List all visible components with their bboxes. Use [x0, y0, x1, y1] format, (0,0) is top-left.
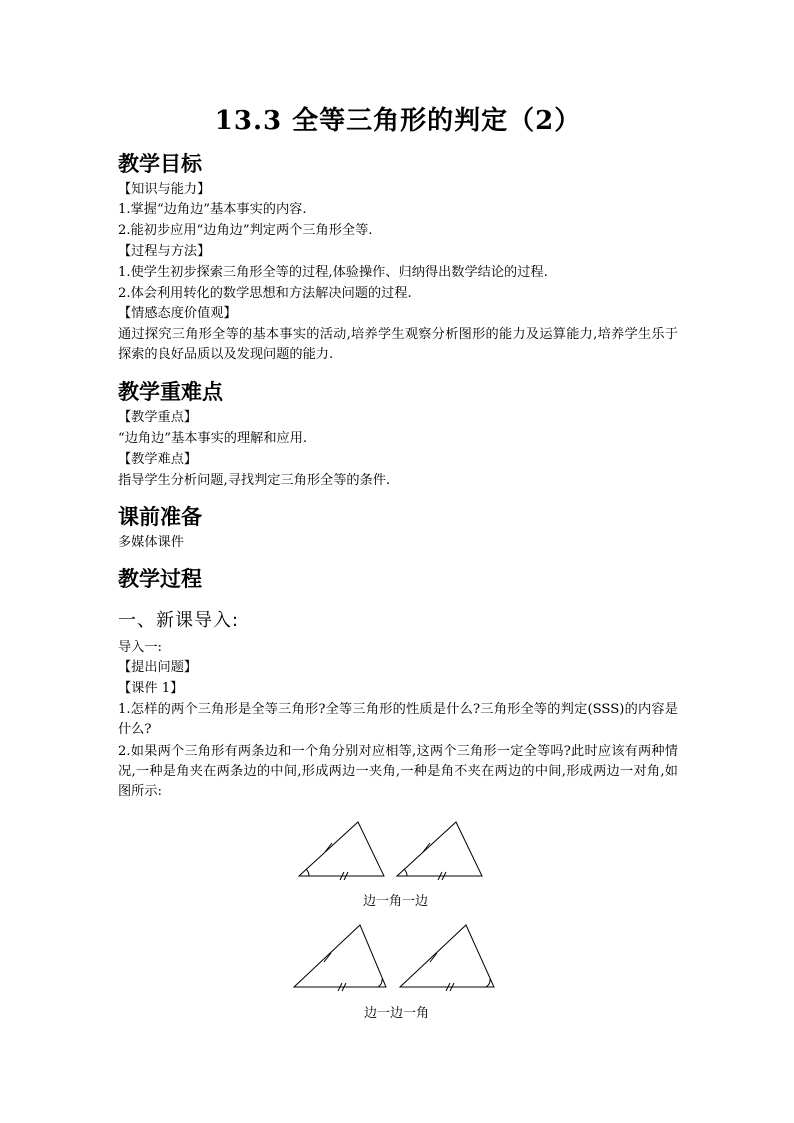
triangle-ssa-1 [294, 925, 386, 991]
intro-label: 导入一: [118, 640, 163, 655]
difficulty-label: 【教学难点】 [118, 452, 198, 467]
angle-arc [486, 979, 490, 987]
knowledge-item-2: 2.能初步应用“边角边”判定两个三角形全等. [118, 223, 373, 238]
angle-arc [404, 869, 407, 876]
heading-keypoints: 教学重难点 [118, 380, 223, 404]
emotion-label: 【情感态度价值观】 [118, 306, 237, 321]
heading-prep: 课前准备 [118, 505, 202, 529]
caption-ssa: 边一边一角 [364, 1006, 430, 1021]
knowledge-label: 【知识与能力】 [118, 182, 211, 197]
knowledge-item-1: 1.掌握“边角边”基本事实的内容. [118, 202, 307, 217]
focus-text: “边角边”基本事实的理解和应用. [118, 431, 308, 446]
angle-arc [378, 979, 382, 987]
triangle-sas-1 [299, 822, 384, 880]
tick-mark [423, 843, 430, 852]
tick-mark [325, 843, 332, 852]
heading-process: 教学过程 [118, 567, 202, 591]
triangle-ssa-2 [400, 925, 494, 991]
question-1: 1.怎样的两个三角形是全等三角形?全等三角形的性质是什么?三角形全等的判定(SSS)的内容是什么? [118, 702, 678, 737]
process-item-1: 1.使学生初步探索三角形全等的过程,体验操作、归纳得出数学结论的过程. [118, 265, 548, 280]
prep-text: 多媒体课件 [118, 535, 184, 550]
difficulty-text: 指导学生分析问题,寻找判定三角形全等的条件. [118, 473, 391, 488]
process-label: 【过程与方法】 [118, 244, 211, 259]
courseware-label: 【课件 1】 [118, 681, 184, 696]
question-2: 2.如果两个三角形有两条边和一个角分别对应相等,这两个三角形一定全等吗?此时应该有两种情况,一种是角夹在两条边的中间,形成两边一夹角,一种是角不夹在两边的中间,形成两边一对角,如图所示: [118, 744, 678, 799]
emotion-text: 通过探究三角形全等的基本事实的活动,培养学生观察分析图形的能力及运算能力,培养学生乐于探索的良好品质以及发现问题的能力. [118, 327, 678, 362]
process-item-2: 2.体会利用转化的数学思想和方法解决问题的过程. [118, 286, 412, 301]
page-title: 13.3 全等三角形的判定（2） [214, 106, 582, 136]
triangle-sas-2 [397, 822, 482, 880]
section-new-lesson: 一、新课导入: [118, 610, 240, 631]
question-label: 【提出问题】 [118, 660, 198, 675]
heading-goals: 教学目标 [118, 152, 202, 176]
caption-sas: 边一角一边 [363, 894, 429, 909]
focus-label: 【教学重点】 [118, 410, 198, 425]
angle-arc [306, 869, 309, 876]
